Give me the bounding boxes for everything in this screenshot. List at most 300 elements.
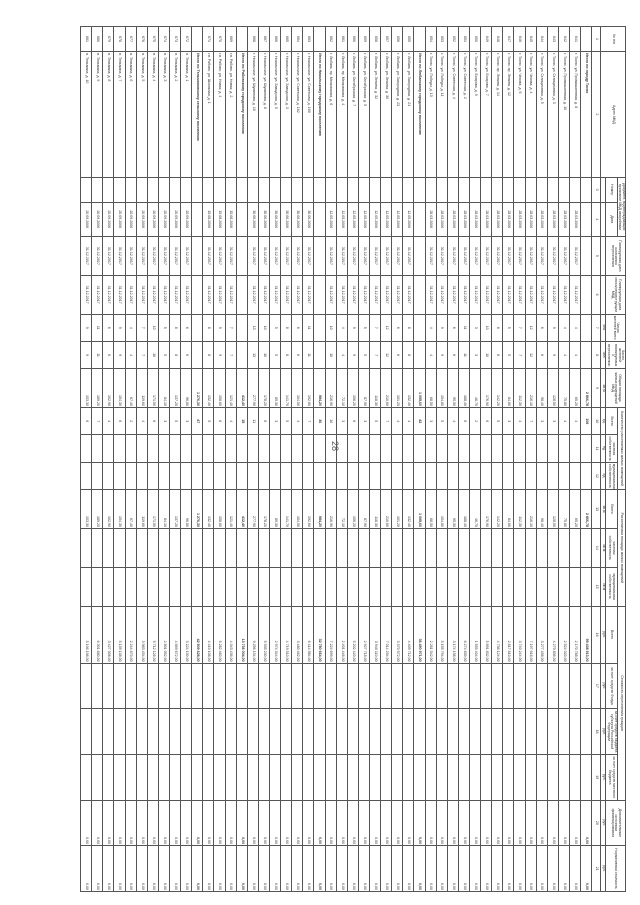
cell-rmun — [469, 462, 480, 489]
cell-rm: 4 — [425, 341, 436, 368]
cell-at: 67,40 — [125, 490, 136, 529]
cell-plan — [192, 236, 203, 275]
cell-cr — [281, 709, 292, 755]
cell-date: 12.05.2006 — [336, 202, 347, 236]
column-index-cell: 12 — [592, 462, 601, 489]
cell-rt: 7 — [514, 314, 525, 341]
cell-cr — [436, 709, 447, 755]
cell-cn: 0,00 — [314, 846, 325, 892]
table-row — [325, 27, 336, 892]
cell-addr: п. Тельмана, д. 10 — [81, 52, 92, 178]
table-row — [281, 27, 292, 892]
cell-am — [81, 567, 92, 606]
cell-rt: 5 — [270, 314, 281, 341]
cell-ap — [136, 528, 147, 567]
cell-plan: 31.12.2017 — [469, 236, 480, 275]
table-row — [303, 27, 314, 892]
cell-num — [525, 177, 536, 202]
header-row-1 — [617, 27, 625, 892]
cell-rt: 9 — [81, 314, 92, 341]
cell-rmun — [503, 462, 514, 489]
cell-ap — [558, 528, 569, 567]
cell-rt: 10 — [258, 314, 269, 341]
cell-num — [170, 177, 181, 202]
cell-dem: 31.12.2017 — [558, 275, 569, 314]
header-cost-norm: Нормативная стоимость — [606, 846, 626, 892]
cell-ct: 4 279 836,00 — [547, 606, 558, 663]
cell-cf — [170, 663, 181, 709]
cell-cn: 0,00 — [136, 846, 147, 892]
column-index-cell: 5 — [592, 236, 601, 275]
cell-am — [525, 567, 536, 606]
cell-cn: 0,00 — [547, 846, 558, 892]
header-area-total2: Всего — [606, 490, 618, 529]
cell-cf — [481, 663, 492, 709]
cell-at: 154,30 — [114, 490, 125, 529]
cell-area: 96,80 — [181, 369, 192, 408]
cell-ct: 3 277 458,00 — [536, 606, 547, 663]
cell-area: 158,60 — [214, 369, 225, 408]
cell-cl — [181, 754, 192, 800]
cell-addr: г. Тосно, ул. Промышленная, д. 8 — [569, 52, 580, 178]
cell-rooms: 4 — [136, 408, 147, 435]
cell-cr — [581, 709, 592, 755]
cell-area: 156,20 — [347, 369, 358, 408]
cell-rm: 5 — [358, 341, 369, 368]
cell-am — [214, 567, 225, 606]
cell-area: 98,40 — [536, 369, 547, 408]
cell-plan: 31.12.2017 — [158, 236, 169, 275]
cell-cr — [270, 709, 281, 755]
cell-num — [425, 177, 436, 202]
cell-rmun — [569, 462, 580, 489]
cell-date: 12.05.2006 — [325, 202, 336, 236]
column-index-cell: 19 — [592, 754, 601, 800]
cell-ap — [381, 528, 392, 567]
cell-am — [125, 567, 136, 606]
cell-cl — [103, 754, 114, 800]
cell-rooms: 4 — [103, 408, 114, 435]
cell-cn: 0,00 — [236, 846, 247, 892]
cell-rt: 11 — [92, 314, 103, 341]
cell-am — [258, 567, 269, 606]
cell-num — [381, 177, 392, 202]
cell-date: 15.08.2006 — [225, 202, 236, 236]
table-row — [214, 27, 225, 892]
table-row — [170, 27, 181, 892]
cell-rm: 4 — [569, 341, 580, 368]
cell-plan: 31.12.2017 — [225, 236, 236, 275]
cell-at: 178,20 — [258, 490, 269, 529]
table-row — [181, 27, 192, 892]
cell-am — [381, 567, 392, 606]
cell-num — [558, 177, 569, 202]
cell-addr: г. Никольское, ул. Советская, д. 162 — [292, 52, 303, 178]
cell-rp — [170, 435, 181, 462]
cell-ce: 0,00 — [569, 800, 580, 846]
cell-dem: 31.12.2017 — [270, 275, 281, 314]
table-row — [536, 27, 547, 892]
cell-cf — [136, 663, 147, 709]
cell-area: 2 866,78 — [581, 369, 592, 408]
cell-rooms: 3 — [158, 408, 169, 435]
cell-cn: 0,00 — [225, 846, 236, 892]
cell-rooms: 2 — [125, 408, 136, 435]
cell-num — [492, 177, 503, 202]
cell-date: 30.06.2006 — [281, 202, 292, 236]
cell-cl — [158, 754, 169, 800]
cell-ct: 3 427 308,00 — [103, 606, 114, 663]
cell-ct: 6 414 984,00 — [303, 606, 314, 663]
cell-ce: 0,00 — [92, 800, 103, 846]
table-row — [525, 27, 536, 892]
table-row — [158, 27, 169, 892]
cell-plan: 31.12.2017 — [92, 236, 103, 275]
cell-no: 661 — [336, 27, 347, 52]
cell-no — [581, 27, 592, 52]
cell-plan — [236, 236, 247, 275]
cell-rt: 5 — [358, 314, 369, 341]
cell-ap — [181, 528, 192, 567]
cell-cn: 0,00 — [192, 846, 203, 892]
cell-ce: 0,00 — [436, 800, 447, 846]
cell-ce: 0,00 — [381, 800, 392, 846]
cell-at: 112,30 — [514, 490, 525, 529]
cell-ce: 0,00 — [347, 800, 358, 846]
cell-rooms: 4 — [569, 408, 580, 435]
cell-ce: 0,00 — [147, 800, 158, 846]
cell-num — [347, 177, 358, 202]
cell-no: 678 — [114, 27, 125, 52]
cell-am — [270, 567, 281, 606]
unit-rub-6: руб. — [601, 846, 606, 892]
cell-dem: 31.12.2017 — [103, 275, 114, 314]
cell-cf — [414, 663, 425, 709]
cell-rt: 4 — [125, 314, 136, 341]
cell-rmun — [369, 462, 380, 489]
cell-addr: Итого по Рябовскому городскому поселению — [236, 52, 247, 178]
cell-at: 156,20 — [347, 490, 358, 529]
cell-dem: 31.12.2017 — [136, 275, 147, 314]
cell-rooms: 15 — [236, 408, 247, 435]
cell-rt: 8 — [170, 314, 181, 341]
cell-rt: 7 — [225, 314, 236, 341]
cell-cn: 0,00 — [103, 846, 114, 892]
cell-dem: 31.12.2017 — [369, 275, 380, 314]
cell-cn: 0,00 — [170, 846, 181, 892]
cell-rm: 12 — [525, 341, 536, 368]
cell-rooms: 7 — [525, 408, 536, 435]
cell-cl — [192, 754, 203, 800]
cell-dem: 31.12.2017 — [247, 275, 258, 314]
cell-am — [314, 567, 325, 606]
cell-addr: г. Тосно, ул. Советская, д. 4 — [447, 52, 458, 178]
cell-rooms: 4 — [447, 408, 458, 435]
cell-rp — [503, 435, 514, 462]
cell-ap — [303, 528, 314, 567]
table-row — [425, 27, 436, 892]
cell-am — [325, 567, 336, 606]
cell-num — [336, 177, 347, 202]
cell-ce: 0,00 — [392, 800, 403, 846]
cell-cf — [214, 663, 225, 709]
cell-plan: 31.12.2017 — [203, 236, 214, 275]
cell-rmun — [192, 462, 203, 489]
cell-cn: 0,00 — [114, 846, 125, 892]
cell-ct: 2 244 870,00 — [125, 606, 136, 663]
cell-rooms: 4 — [403, 408, 414, 435]
cell-cf — [503, 663, 514, 709]
cell-cf — [403, 663, 414, 709]
cell-date: 30.06.2006 — [292, 202, 303, 236]
cell-dem: 31.12.2017 — [514, 275, 525, 314]
cell-at: 192,60 — [303, 490, 314, 529]
cell-addr: г. Никольское, ул. Заводская, д. 5 — [270, 52, 281, 178]
cell-addr: г. Любань, ул. Загородная, д. 21 — [403, 52, 414, 178]
cell-rmun — [281, 462, 292, 489]
cell-cl — [381, 754, 392, 800]
table-row — [358, 27, 369, 892]
cell-cl — [414, 754, 425, 800]
cell-ct: 3 370 572,00 — [392, 606, 403, 663]
table-row — [514, 27, 525, 892]
cell-num — [547, 177, 558, 202]
cell-rmun — [303, 462, 314, 489]
table-row — [436, 27, 447, 892]
header-no: № п/п — [601, 27, 626, 52]
cell-date — [192, 202, 203, 236]
cell-dem: 31.12.2017 — [292, 275, 303, 314]
cell-rm: 8 — [203, 341, 214, 368]
cell-ct: 13 736 004,00 — [236, 606, 247, 663]
cell-at: 158,60 — [214, 490, 225, 529]
table-row — [270, 27, 281, 892]
cell-ap — [325, 528, 336, 567]
cell-dem: 31.12.2017 — [347, 275, 358, 314]
cell-rmun — [158, 462, 169, 489]
cell-area: 119,60 — [136, 369, 147, 408]
cell-cn: 0,00 — [147, 846, 158, 892]
cell-plan: 31.12.2017 — [292, 236, 303, 275]
cell-no: 644 — [536, 27, 547, 52]
cell-rm: 6 — [392, 341, 403, 368]
cell-rooms: 47 — [192, 408, 203, 435]
cell-ap — [203, 528, 214, 567]
cell-plan: 31.12.2017 — [514, 236, 525, 275]
cell-dem: 31.12.2017 — [547, 275, 558, 314]
cell-addr: г. Тосно, ул. Боярова, д. 7 — [481, 52, 492, 178]
cell-at: 87,90 — [358, 490, 369, 529]
cell-cn: 0,00 — [492, 846, 503, 892]
cell-cn: 0,00 — [536, 846, 547, 892]
cell-cn: 0,00 — [425, 846, 436, 892]
cell-rooms: 2 — [469, 408, 480, 435]
cell-rmun — [581, 462, 592, 489]
cell-num — [481, 177, 492, 202]
cell-no: 672 — [181, 27, 192, 52]
cell-num — [458, 177, 469, 202]
cell-rooms: 5 — [369, 408, 380, 435]
cell-cr — [92, 709, 103, 755]
cell-no: 659 — [358, 27, 369, 52]
cell-dem — [414, 275, 425, 314]
cell-at: 189,20 — [92, 490, 103, 529]
cell-ap — [481, 528, 492, 567]
cell-area: 137,20 — [170, 369, 181, 408]
cell-ce: 0,00 — [492, 800, 503, 846]
cell-dem: 31.12.2017 — [258, 275, 269, 314]
table-row — [492, 27, 503, 892]
cell-no: 652 — [447, 27, 458, 52]
unit-rub: руб. — [601, 606, 606, 663]
cell-rt: 12 — [381, 314, 392, 341]
cell-dem: 31.12.2017 — [203, 275, 214, 314]
cell-date: 12.05.2006 — [381, 202, 392, 236]
cell-num — [325, 177, 336, 202]
cell-ce: 0,00 — [325, 800, 336, 846]
cell-cl — [336, 754, 347, 800]
cell-no: 654 — [425, 27, 436, 52]
cell-ct: 3 480 462,00 — [292, 606, 303, 663]
cell-rooms: 5 — [203, 408, 214, 435]
cell-date: 20.09.2006 — [181, 202, 192, 236]
cell-rooms: 5 — [281, 408, 292, 435]
cell-rmun — [136, 462, 147, 489]
cell-ap — [547, 528, 558, 567]
cell-rt: 4 — [558, 314, 569, 341]
cell-addr: п. Тельмана, д. 7 — [114, 52, 125, 178]
cell-area: 210,60 — [381, 369, 392, 408]
cell-cf — [458, 663, 469, 709]
cell-cl — [258, 754, 269, 800]
cell-cf — [225, 663, 236, 709]
cell-ap — [514, 528, 525, 567]
cell-addr: г. Никольское, ул. Заводская, д. 3 — [281, 52, 292, 178]
cell-date: 15.08.2006 — [214, 202, 225, 236]
cell-rt: 8 — [203, 314, 214, 341]
cell-ap — [103, 528, 114, 567]
cell-cf — [447, 663, 458, 709]
column-index-cell: 11 — [592, 435, 601, 462]
cell-area: 67,40 — [125, 369, 136, 408]
cell-date: 20.09.2006 — [170, 202, 181, 236]
cell-addr: г. Тосно, ул. Победы, д. 11 — [436, 52, 447, 178]
cell-dem: 31.12.2017 — [481, 275, 492, 314]
cell-ce: 0,00 — [403, 800, 414, 846]
cell-addr: г. Тосно, ул. Чехова, д. 4 — [525, 52, 536, 178]
cell-no: 671 — [203, 27, 214, 52]
table-row — [469, 27, 480, 892]
cell-cr — [458, 709, 469, 755]
cell-cf — [547, 663, 558, 709]
cell-ct: 7 014 294,00 — [381, 606, 392, 663]
cell-dem: 31.12.2017 — [525, 275, 536, 314]
cell-rp — [547, 435, 558, 462]
cell-rp — [581, 435, 592, 462]
cell-rt: 8 — [281, 314, 292, 341]
cell-num — [303, 177, 314, 202]
cell-area: 87,90 — [358, 369, 369, 408]
cell-addr: г. Любань, пр. Мельникова, д. 4 — [336, 52, 347, 178]
cell-num — [225, 177, 236, 202]
cell-plan: 31.12.2017 — [558, 236, 569, 275]
cell-rooms: 6 — [147, 408, 158, 435]
cell-rooms: 10 — [325, 408, 336, 435]
cell-ct: 4 736 124,00 — [492, 606, 503, 663]
cell-cl — [81, 754, 92, 800]
cell-no: 660 — [347, 27, 358, 52]
cell-rm: 6 — [292, 341, 303, 368]
cell-cf — [314, 663, 325, 709]
cell-no: 657 — [381, 27, 392, 52]
cell-addr: г. Любань, ул. Загородная, д. 23 — [392, 52, 403, 178]
cell-am — [503, 567, 514, 606]
cell-no: 676 — [136, 27, 147, 52]
cell-rp — [103, 435, 114, 462]
cell-ce: 0,00 — [358, 800, 369, 846]
cell-addr: п. Тельмана, д. 9 — [92, 52, 103, 178]
cell-rmun — [225, 462, 236, 489]
cell-no: 650 — [469, 27, 480, 52]
cell-ct: 6 301 680,00 — [92, 606, 103, 663]
cell-cl — [581, 754, 592, 800]
cell-rt: 7 — [369, 314, 380, 341]
cell-ce: 0,00 — [203, 800, 214, 846]
cell-cr — [547, 709, 558, 755]
cell-date: 20.09.2006 — [103, 202, 114, 236]
cell-area: 142,20 — [492, 369, 503, 408]
table-row — [547, 27, 558, 892]
cell-num — [247, 177, 258, 202]
cell-rm — [192, 341, 203, 368]
cell-addr: п. Тельмана, д. 1 — [181, 52, 192, 178]
header-planned-date: Планируемая дата окончания переселения — [606, 236, 626, 275]
cell-cf — [125, 663, 136, 709]
cell-rooms: 6 — [258, 408, 269, 435]
cell-ap — [170, 528, 181, 567]
cell-rp — [147, 435, 158, 462]
cell-cl — [147, 754, 158, 800]
cell-plan: 31.12.2017 — [325, 236, 336, 275]
cell-rm: 10 — [258, 341, 269, 368]
cell-cn: 0,00 — [481, 846, 492, 892]
cell-cl — [503, 754, 514, 800]
cell-ap — [236, 528, 247, 567]
cell-cl — [547, 754, 558, 800]
cell-cf — [147, 663, 158, 709]
cell-cl — [225, 754, 236, 800]
cell-rm: 6 — [103, 341, 114, 368]
cell-at: 412,40 — [236, 490, 247, 529]
cell-ap — [247, 528, 258, 567]
cell-no — [314, 27, 325, 52]
cell-addr: г. Любань, пр. Мельникова, д. 6 — [325, 52, 336, 178]
cell-cl — [525, 754, 536, 800]
cell-area: 1 276,30 — [192, 369, 203, 408]
cell-plan: 31.12.2017 — [425, 236, 436, 275]
table-row — [125, 27, 136, 892]
cell-at: 96,80 — [181, 490, 192, 529]
header-area-relocate: Расселяемая площадь жилых помещений — [617, 490, 625, 606]
cell-cr — [525, 709, 536, 755]
cell-rooms: 7 — [381, 408, 392, 435]
cell-ce: 0,00 — [170, 800, 181, 846]
cell-rt: 9 — [347, 314, 358, 341]
table-row — [292, 27, 303, 892]
cell-addr: г. Никольское, ул. Советская, д. 160 — [303, 52, 314, 178]
cell-rm: 4 — [558, 341, 569, 368]
header-address: Адрес МКД — [601, 52, 626, 178]
